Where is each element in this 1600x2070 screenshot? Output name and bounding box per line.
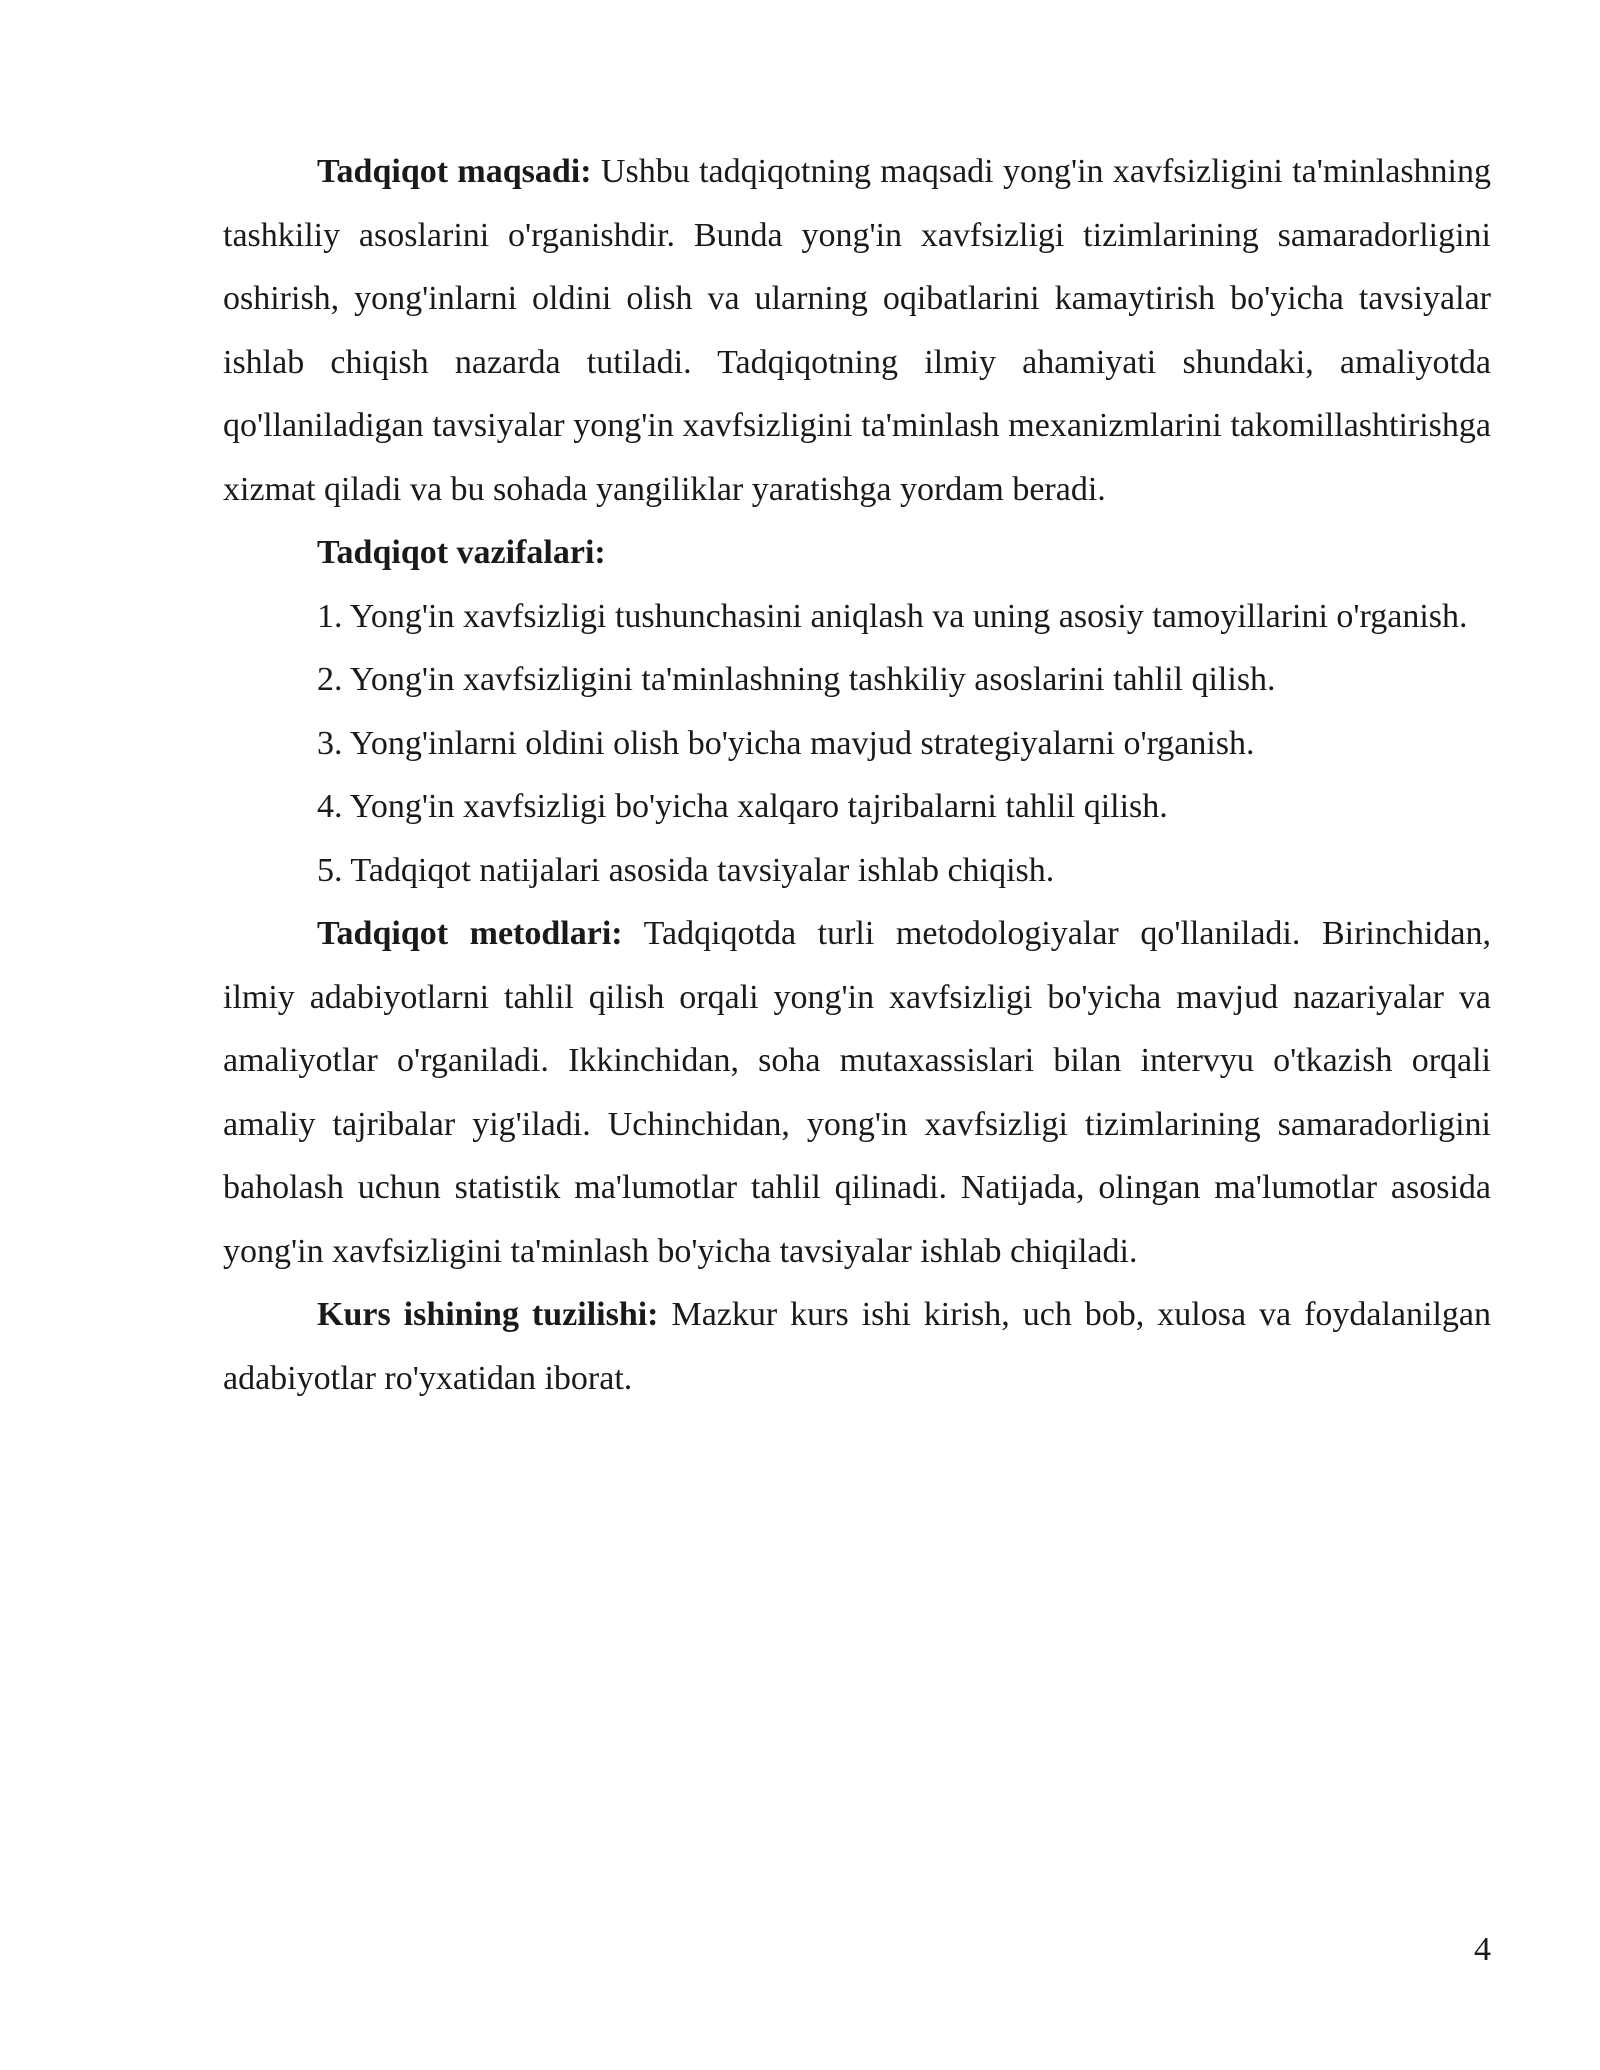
tasks-list [223, 585, 1491, 903]
task-item: 2. Yong'in xavfsizligini ta'minlashning tashkiliy asoslarini tahlil qilish. [317, 661, 1276, 698]
purpose-heading: Tadqiqot maqsadi: [317, 153, 592, 190]
structure-text: Mazkur kurs ishi kirish, uch bob, xulosa va foydalanilgan adabiyotlar ro'yxatidan iborat. [223, 1296, 1492, 1397]
methods-paragraph [223, 902, 1491, 1283]
structure-heading: Kurs ishining tuzilishi: [317, 1296, 659, 1333]
purpose-paragraph [223, 140, 1491, 521]
methods-heading: Tadqiqot metodlari: [317, 915, 623, 952]
task-item: 1. Yong'in xavfsizligi tushunchasini aniqlash va uning asosiy tamoyillarini o'rganish. [317, 597, 1468, 635]
tasks-heading: Tadqiqot vazifalari: [317, 534, 606, 571]
methods-text: Tadqiqotda turli metodologiyalar qo'llaniladi. Birinchidan, ilmiy adabiyotlarni tahlil qilish orqali yong'in xavfsizligi bo'yicha mavjud nazariyalar va amaliyotlar o'rganiladi. Ikkinchidan, soha mutaxassislari bilan intervyu o'tkazish orqali amaliy tajribalar yig'iladi. Uchinchidan, yong'in xavfsizligi tizimlarining samaradorligini baholash uchun statistik ma'lumotlar tahlil qilinadi. Natijada, olingan ma'lumotlar asosida yong'in xavfsizligini ta'minlash bo'yicha tavsiyalar ishlab chiqiladi. [223, 915, 1491, 1270]
task-item: 4. Yong'in xavfsizligi bo'yicha xalqaro tajribalarni tahlil qilish. [317, 788, 1168, 825]
page-number: 4 [1474, 1931, 1491, 1968]
task-item: 5. Tadqiqot natijalari asosida tavsiyalar ishlab chiqish. [317, 851, 1055, 889]
structure-paragraph [223, 1283, 1491, 1410]
page-body [223, 140, 1491, 1410]
task-item: 3. Yong'inlarni oldini olish bo'yicha mavjud strategiyalarni o'rganish. [317, 724, 1255, 762]
purpose-text: Ushbu tadqiqotning maqsadi yong'in xavfsizligini ta'minlashning tashkiliy asoslarini o'rganishdir. Bunda yong'in xavfsizligi tizimlarining samaradorligini oshirish, yong'inlarni oldini olish va ularning oqibatlarini kamaytirish bo'yicha tavsiyalar ishlab chiqish nazarda tutiladi. Tadqiqotning ilmiy ahamiyati shundaki, amaliyotda qo'llaniladigan tavsiyalar yong'in xavfsizligini ta'minlash mexanizmlarini takomillashtirishga xizmat qiladi va bu sohada yangiliklar yaratishga yordam beradi. [223, 153, 1491, 508]
